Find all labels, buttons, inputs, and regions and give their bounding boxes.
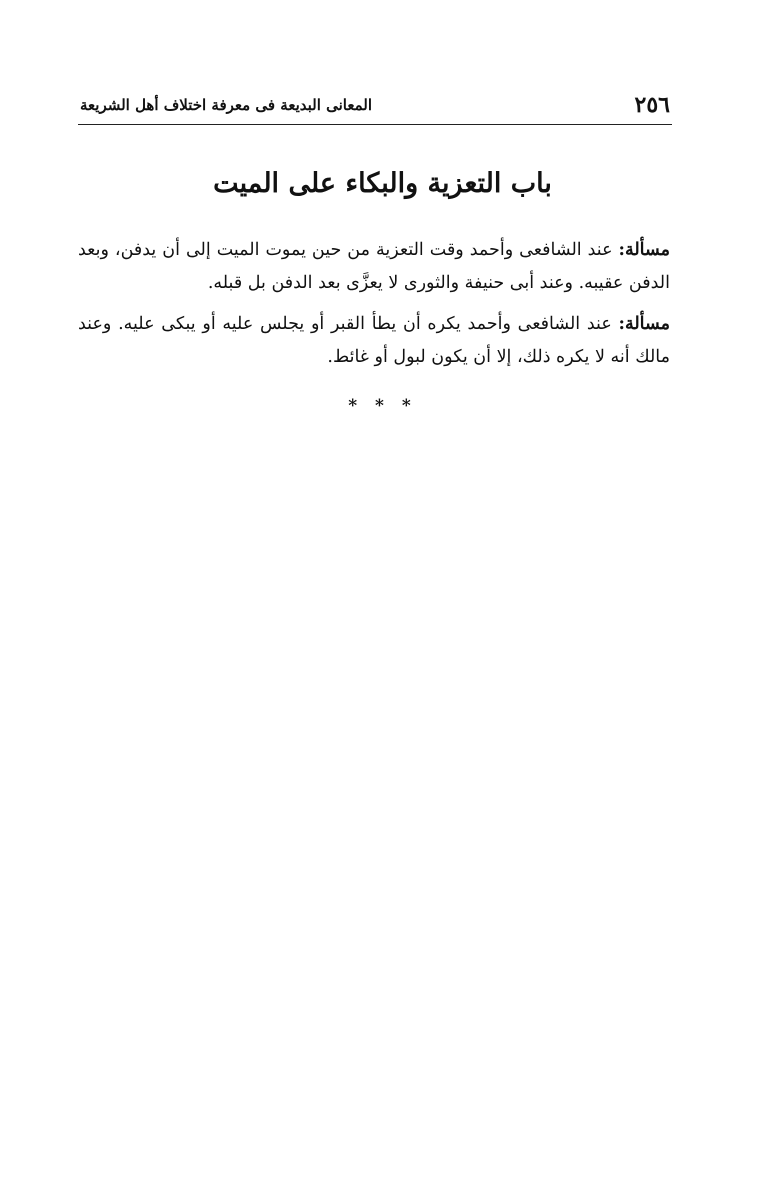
paragraph-text: عند الشافعى وأحمد يكره أن يطأ القبر أو يجلس عليه أو يبكى عليه. وعند مالك أنه لا يكره ذلك، إلا أن يكون لبول أو غائط. [78, 314, 670, 367]
page-header [78, 88, 672, 125]
paragraph-2 [78, 308, 670, 374]
chapter-title: باب التعزية والبكاء على الميت [213, 168, 552, 199]
body-text [78, 234, 670, 382]
section-separator: * * * [348, 396, 417, 416]
paragraph-1 [78, 234, 670, 300]
paragraph-text: عند الشافعى وأحمد وقت التعزية من حين يموت الميت إلى أن يدفن، وبعد الدفن عقيبه. وعند أبى حنيفة والثورى لا يعزَّى بعد الدفن بل قبله. [78, 240, 670, 293]
issue-label: مسألة: [618, 240, 670, 260]
page-number: ٢٥٦ [634, 92, 670, 118]
running-title: المعانى البديعة فى معرفة اختلاف أهل الشريعة [80, 96, 373, 114]
issue-label: مسألة: [618, 314, 670, 334]
